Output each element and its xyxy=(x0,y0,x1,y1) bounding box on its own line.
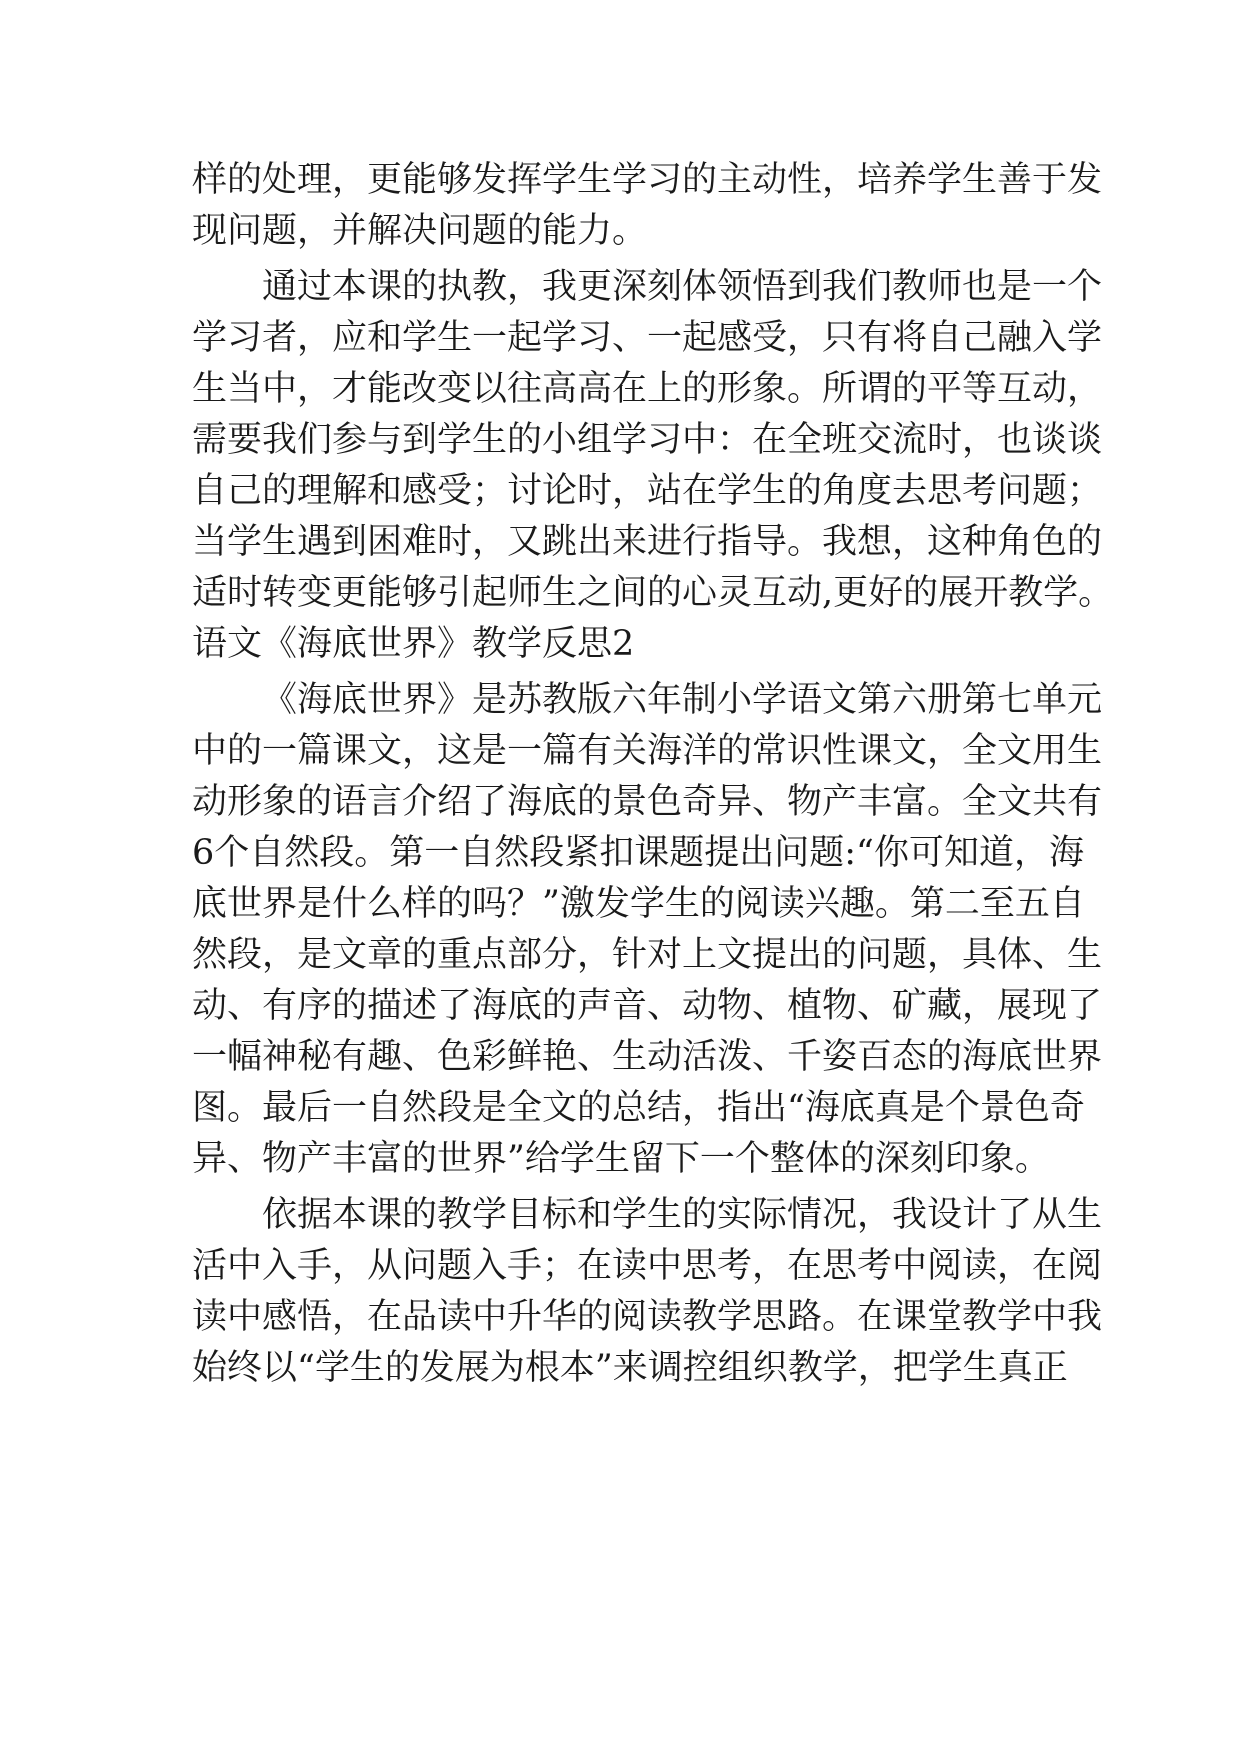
text-line: 学习者，应和学生一起学习、一起感受，只有将自己融入学 xyxy=(192,318,1103,358)
text-line: 需要我们参与到学生的小组学习中：在全班交流时，也谈谈 xyxy=(192,420,1103,460)
text-line: 图。最后一自然段是全文的总结，指出“海底真是个景色奇 xyxy=(192,1088,1085,1128)
text-line: 6个自然段。第一自然段紧扣课题提出问题:“你可知道，海 xyxy=(192,833,1084,873)
text-line: 动形象的语言介绍了海底的景色奇异、物产丰富。全文共有 xyxy=(192,782,1103,822)
text-line: 然段，是文章的重点部分，针对上文提出的问题，具体、生 xyxy=(192,935,1103,975)
paragraph-first-line: 依据本课的教学目标和学生的实际情况，我设计了从生 xyxy=(262,1195,1103,1235)
text-line: 活中入手，从问题入手；在读中思考，在思考中阅读，在阅 xyxy=(192,1246,1103,1286)
text-line: 当学生遇到困难时，又跳出来进行指导。我想，这种角色的 xyxy=(192,522,1103,562)
text-line: 读中感悟，在品读中升华的阅读教学思路。在课堂教学中我 xyxy=(192,1297,1103,1337)
text-line: 中的一篇课文，这是一篇有关海洋的常识性课文，全文用生 xyxy=(192,731,1103,771)
text-line: 现问题，并解决问题的能力。 xyxy=(192,211,648,251)
text-line: 生当中，才能改变以往高高在上的形象。所谓的平等互动， xyxy=(192,369,1103,409)
text-line: 一幅神秘有趣、色彩鲜艳、生动活泼、千姿百态的海底世界 xyxy=(192,1037,1103,1077)
paragraph-first-line: 通过本课的执教，我更深刻体领悟到我们教师也是一个 xyxy=(262,267,1103,307)
text-line: 样的处理，更能够发挥学生学习的主动性，培养学生善于发 xyxy=(192,160,1103,200)
document-body xyxy=(192,155,1114,1394)
section-title: 语文《海底世界》教学反思2 xyxy=(192,624,635,664)
text-line: 自己的理解和感受；讨论时，站在学生的角度去思考问题； xyxy=(192,471,1103,511)
text-line: 适时转变更能够引起师生之间的心灵互动,更好的展开教学。 xyxy=(192,573,1114,613)
text-line: 始终以“学生的发展为根本”来调控组织教学，把学生真正 xyxy=(192,1348,1068,1388)
text-line: 底世界是什么样的吗？”激发学生的阅读兴趣。第二至五自 xyxy=(192,884,1085,924)
text-line: 异、物产丰富的世界”给学生留下一个整体的深刻印象。 xyxy=(192,1139,1050,1179)
paragraph-first-line: 《海底世界》是苏教版六年制小学语文第六册第七单元 xyxy=(262,680,1103,720)
text-line: 动、有序的描述了海底的声音、动物、植物、矿藏，展现了 xyxy=(192,986,1103,1026)
